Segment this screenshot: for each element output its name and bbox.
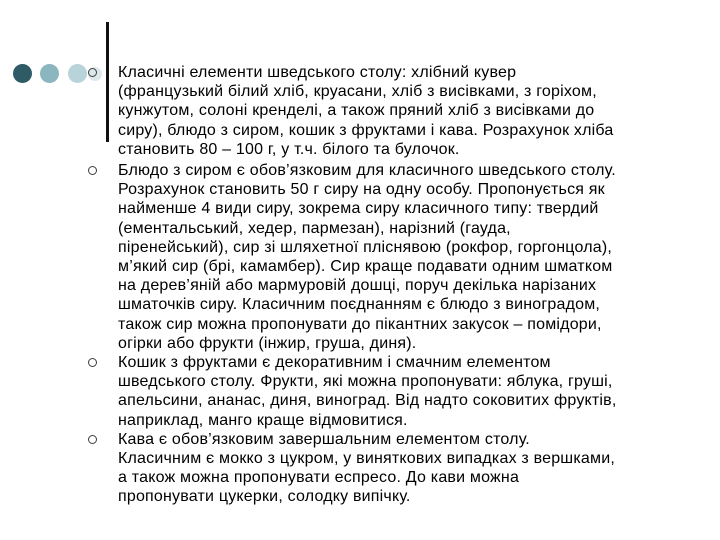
list-item-text: Кошик з фруктами є декоративним і смачним елементом шведського столу. Фрукти, які можна пропонувати: яблука, груші, апельсини, ананас, диня, виноград. Від надто соковитих фруктів, наприклад, манго краще відмовитися. bbox=[118, 354, 617, 429]
teal-dot-icon bbox=[68, 64, 87, 83]
bullet-list bbox=[88, 63, 700, 507]
list-item bbox=[88, 63, 700, 159]
teal-dot-icon bbox=[13, 64, 32, 83]
list-item-text: Блюдо з сиром є обов’язковим для класичного шведського столу. Розрахунок становить 50 г сиру на одну особу. Пропонується як найменше 4 види сиру, зокрема сиру класичного типу: твердий (ементальський, хедер, пармезан), нарізний (гауда, піренейський), сир зі шляхетної пліснявою (рокфор, горгонцола), м’який сир (брі, камамбер). Сир краще подавати одним шматком на дерев’яній або мармуровій дошці, поруч декілька нарізаних шматочків сиру. Класичним поєднанням є блюдо з виноградом, також сир можна пропонувати до пікантних закусок – помідори, огірки або фрукти (інжир, груша, диня). bbox=[118, 162, 616, 352]
hollow-circle-bullet-icon bbox=[88, 68, 97, 77]
list-item bbox=[88, 353, 700, 430]
list-item bbox=[88, 430, 700, 507]
list-item-text: Кава є обов’язковим завершальним елементом столу. Класичним є мокко з цукром, у виняткових випадках з вершками, а також можна пропонувати еспресо. До кави можна пропонувати цукерки, солодку випічку. bbox=[118, 430, 615, 506]
list-item-text: Класичні елементи шведського столу: хлібний кувер (французький білий хліб, круасани, хліб з висівками, з горіхом, кунжутом, солоні кренделі, а також пряний хліб з висівками до сиру), блюдо з сиром, кошик з фруктами і кава. Розрахунок хліба становить 80 – 100 г, у т.ч. білого та булочок. bbox=[118, 64, 614, 158]
hollow-circle-bullet-icon bbox=[88, 358, 97, 367]
teal-dot-icon bbox=[40, 64, 59, 83]
hollow-circle-bullet-icon bbox=[88, 166, 97, 175]
hollow-circle-bullet-icon bbox=[88, 435, 97, 444]
list-item bbox=[88, 161, 700, 353]
